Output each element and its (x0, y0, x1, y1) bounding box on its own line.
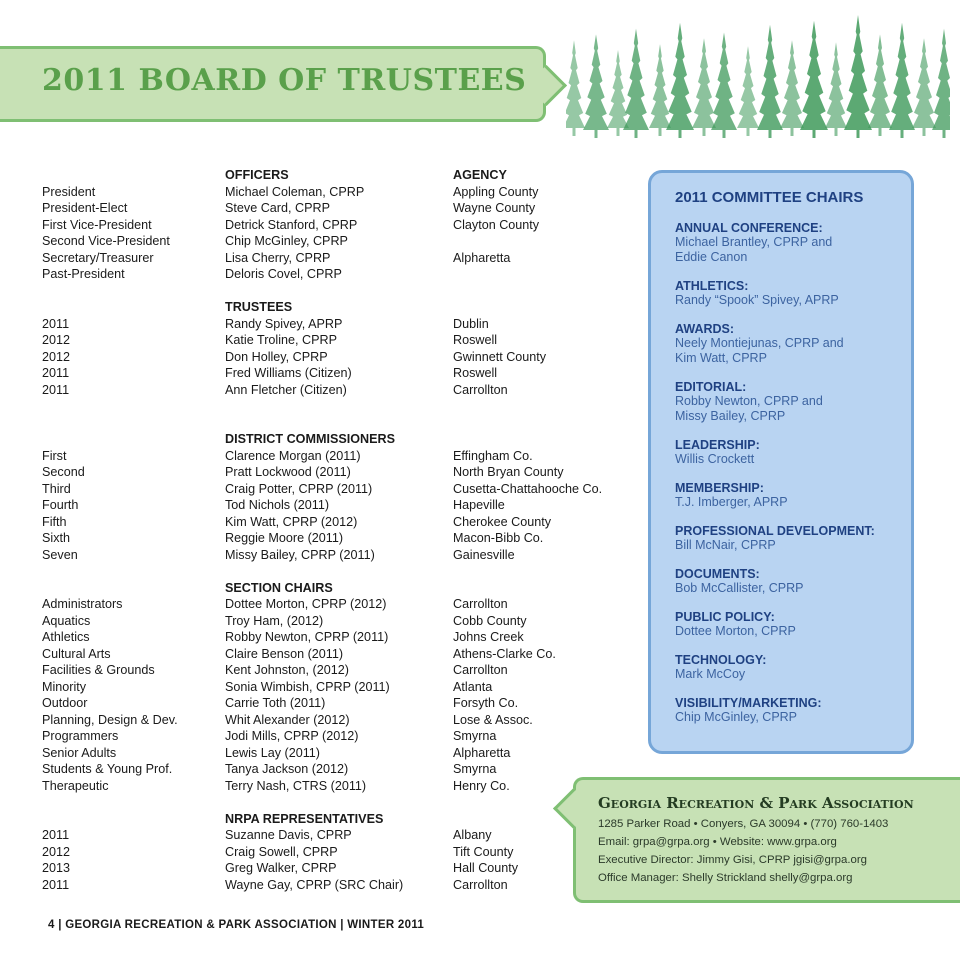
role-cell: Fourth (42, 498, 79, 512)
role-cell: President-Elect (42, 201, 128, 215)
committee-item (675, 279, 911, 308)
pine-tree (889, 20, 915, 130)
committee-item (675, 653, 911, 682)
tree-trunk (879, 128, 882, 136)
agency-cell: Alpharetta (453, 745, 511, 760)
name-cell: Katie Troline, CPRP (225, 333, 337, 347)
committee-chair-name: Michael Brantley, CPRP and (675, 235, 833, 249)
pine-tree (649, 42, 671, 128)
pine-tree (666, 20, 694, 130)
name-cell: Claire Benson (2011) (225, 646, 344, 661)
agency-cell: Carrollton (453, 663, 508, 677)
agency-header (453, 299, 633, 316)
tree-trunk (813, 130, 816, 138)
spacer (42, 794, 222, 811)
name-cell: Carrie Toth (2011) (225, 696, 326, 710)
association-address: 1285 Parker Road • Conyers, GA 30094 • (770) 760-1403 (598, 818, 889, 830)
agency-cell: Effingham Co. (453, 448, 533, 463)
name-cell: Lewis Lay (2011) (225, 745, 320, 760)
name-cell: Tod Nichols (2011) (225, 498, 330, 512)
agency-cell: Wayne County (453, 201, 536, 215)
committee-chair-name: Bob McCallister, CPRP (675, 581, 804, 595)
section-header: OFFICERS (225, 168, 289, 182)
name-cell: Missy Bailey, CPRP (2011) (225, 547, 375, 562)
name-cell: Michael Coleman, CPRP (225, 184, 365, 199)
agency-cell: Dublin (453, 316, 489, 331)
committee-chair-name: Kim Watt, CPRP (675, 351, 767, 365)
pine-tree (868, 32, 892, 128)
pine-trees-illustration (566, 10, 950, 140)
committee-heading: TECHNOLOGY: (675, 653, 767, 667)
role-cell: Seven (42, 547, 78, 562)
role-cell: Third (42, 481, 71, 496)
section-spacer (42, 811, 222, 828)
agency-header: AGENCY (453, 168, 507, 182)
role-cell: 2013 (42, 861, 71, 875)
pine-tree (711, 30, 737, 130)
tree-trunk (943, 130, 946, 138)
spacer (225, 415, 450, 432)
tree-trunk (617, 128, 620, 136)
role-cell: Cultural Arts (42, 646, 111, 661)
role-cell: Sixth (42, 531, 70, 545)
tree-trunk (723, 130, 726, 138)
committee-title: 2011 COMMITTEE CHAIRS (675, 189, 864, 206)
role-cell: Planning, Design & Dev. (42, 712, 178, 727)
committee-heading: ANNUAL CONFERENCE: (675, 221, 823, 235)
role-cell: Athletics (42, 630, 90, 644)
role-cell: 2012 (42, 844, 71, 859)
committee-item (675, 696, 911, 725)
committee-heading: LEADERSHIP: (675, 438, 760, 452)
title-banner (0, 46, 546, 122)
role-cell: 2011 (42, 316, 70, 331)
committee-item (675, 524, 911, 553)
pine-tree (692, 36, 716, 128)
agency-cell: Alpharetta (453, 250, 511, 265)
tree-trunk (901, 130, 904, 138)
section-header: DISTRICT COMMISSIONERS (225, 432, 396, 446)
agency-cell: Tift County (453, 844, 514, 859)
committee-heading: DOCUMENTS: (675, 567, 760, 581)
name-cell: Clarence Morgan (2011) (225, 448, 361, 463)
agency-cell: Hall County (453, 861, 519, 875)
agency-header (453, 580, 633, 597)
role-cell: Second Vice-President (42, 234, 170, 248)
name-cell: Craig Sowell, CPRP (225, 844, 338, 859)
agency-cell: Forsyth Co. (453, 696, 519, 710)
pine-tree (912, 36, 936, 128)
pine-tree (566, 38, 585, 128)
role-cell: Students & Young Prof. (42, 762, 173, 776)
committee-item (675, 610, 911, 639)
spacer (225, 398, 450, 415)
name-cell: Lisa Cherry, CPRP (225, 250, 331, 265)
agency-cell: Roswell (453, 366, 498, 380)
committee-heading: PUBLIC POLICY: (675, 610, 775, 624)
spacer (453, 283, 633, 300)
name-cell: Randy Spivey, APRP (225, 316, 343, 331)
agency-cell: Clayton County (453, 217, 540, 232)
role-cell: 2011 (42, 877, 70, 892)
committee-heading: PROFESSIONAL DEVELOPMENT: (675, 524, 875, 538)
role-cell: Senior Adults (42, 745, 117, 760)
banner-notch (526, 65, 567, 106)
tree-trunk (769, 130, 772, 138)
tree-trunk (703, 128, 706, 136)
agency-cell: Johns Creek (453, 630, 524, 644)
pine-tree (583, 32, 609, 130)
association-name: Georgia Recreation & Park Association (598, 794, 914, 812)
association-manager: Office Manager: Shelly Strickland shelly@grpa.org (598, 872, 853, 884)
role-column (42, 167, 222, 893)
pine-tree (757, 22, 783, 130)
name-cell: Greg Walker, CPRP (225, 861, 337, 875)
spacer (225, 283, 450, 300)
name-cell: Sonia Wimbish, CPRP (2011) (225, 679, 390, 694)
role-cell: First Vice-President (42, 217, 152, 232)
agency-cell: Cobb County (453, 613, 527, 628)
committee-chair-name: Willis Crockett (675, 452, 755, 466)
section-spacer (42, 299, 222, 316)
role-cell: Minority (42, 679, 87, 694)
name-cell: Kent Johnston, (2012) (225, 663, 349, 677)
agency-cell: Atlanta (453, 679, 493, 694)
spacer (225, 794, 450, 811)
section-header: TRUSTEES (225, 300, 293, 314)
committee-chairs-box (648, 170, 914, 754)
committee-heading: AWARDS: (675, 322, 735, 336)
agency-header (453, 431, 633, 448)
role-cell: Past-President (42, 267, 125, 281)
agency-cell (453, 233, 633, 250)
name-cell: Steve Card, CPRP (225, 201, 330, 215)
spacer (42, 563, 222, 580)
name-cell: Fred Williams (Citizen) (225, 366, 352, 380)
section-header: NRPA REPRESENTATIVES (225, 811, 384, 826)
name-cell: Whit Alexander (2012) (225, 712, 350, 727)
name-cell: Ann Fletcher (Citizen) (225, 382, 347, 397)
pine-tree (780, 38, 804, 128)
name-cell: Chip McGinley, CPRP (225, 234, 348, 248)
role-cell: Therapeutic (42, 778, 109, 793)
name-cell: Kim Watt, CPRP (2012) (225, 514, 358, 529)
committee-chair-name: T.J. Imberger, APRP (675, 495, 788, 509)
committee-heading: ATHLETICS: (675, 279, 749, 293)
name-cell: Don Holley, CPRP (225, 349, 328, 364)
role-cell: Facilities & Grounds (42, 663, 155, 677)
committee-item (675, 221, 911, 265)
agency-cell (453, 266, 633, 283)
tree-trunk (659, 128, 662, 136)
association-contact: Email: grpa@grpa.org • Website: www.grpa.org (598, 836, 837, 848)
role-cell: 2011 (42, 366, 70, 380)
role-cell: 2012 (42, 349, 71, 364)
name-cell: Reggie Moore (2011) (225, 531, 344, 545)
name-cell: Jodi Mills, CPRP (2012) (225, 729, 359, 743)
name-column (225, 167, 450, 893)
committee-chair-name: Neely Montiejunas, CPRP and (675, 336, 844, 350)
name-cell: Terry Nash, CTRS (2011) (225, 778, 367, 793)
tree-trunk (835, 128, 838, 136)
spacer (42, 398, 222, 415)
tree-trunk (573, 128, 576, 136)
pine-tree (737, 44, 759, 128)
role-cell: 2012 (42, 333, 71, 347)
page-footer: 4 | GEORGIA RECREATION & PARK ASSOCIATION | WINTER 2011 (48, 919, 425, 931)
committee-heading: EDITORIAL: (675, 380, 747, 394)
committee-item (675, 380, 911, 424)
agency-cell: Carrollton (453, 382, 508, 397)
name-cell: Tanya Jackson (2012) (225, 762, 349, 776)
agency-cell: Athens-Clarke Co. (453, 646, 556, 661)
role-cell: Programmers (42, 729, 119, 743)
tree-trunk (635, 130, 638, 138)
agency-cell: Carrollton (453, 597, 508, 611)
section-header: SECTION CHAIRS (225, 580, 333, 595)
role-cell: Secretary/Treasurer (42, 250, 154, 265)
spacer (453, 563, 633, 580)
role-cell: First (42, 448, 67, 463)
pine-tree (844, 12, 872, 130)
agency-cell: Henry Co. (453, 778, 510, 793)
committee-chair-name: Randy “Spook” Spivey, APRP (675, 293, 839, 307)
committee-heading: VISIBILITY/MARKETING: (675, 696, 822, 710)
name-cell: Craig Potter, CPRP (2011) (225, 481, 373, 496)
name-cell: Pratt Lockwood (2011) (225, 465, 351, 479)
committee-chair-name: Chip McGinley, CPRP (675, 710, 798, 724)
spacer (453, 415, 633, 432)
agency-cell: Cherokee County (453, 514, 552, 529)
agency-cell: Smyrna (453, 729, 497, 743)
association-director: Executive Director: Jimmy Gisi, CPRP jgisi@grpa.org (598, 854, 867, 866)
page-title: 2011 BOARD OF TRUSTEES (42, 63, 527, 98)
agency-cell: Carrollton (453, 877, 508, 892)
committee-chair-name: Eddie Canon (675, 250, 748, 264)
committee-chair-name: Robby Newton, CPRP and (675, 394, 823, 408)
name-cell: Suzanne Davis, CPRP (225, 828, 352, 842)
name-cell: Robby Newton, CPRP (2011) (225, 630, 389, 644)
agency-cell: Smyrna (453, 762, 497, 776)
section-spacer (42, 431, 222, 448)
agency-cell: Appling County (453, 184, 539, 199)
name-cell: Troy Ham, (2012) (225, 613, 324, 628)
committee-item (675, 438, 911, 467)
role-cell: Second (42, 465, 85, 479)
spacer (42, 415, 222, 432)
committee-chair-name: Dottee Morton, CPRP (675, 624, 796, 638)
pine-tree (607, 48, 629, 128)
agency-cell: Hapeville (453, 498, 505, 512)
tree-trunk (747, 128, 750, 136)
pine-tree (800, 18, 828, 130)
name-cell: Dottee Morton, CPRP (2012) (225, 597, 387, 611)
spacer (225, 563, 450, 580)
committee-chair-name: Missy Bailey, CPRP (675, 409, 786, 423)
association-box (573, 777, 960, 903)
committee-list (675, 221, 911, 725)
role-cell: 2011 (42, 382, 70, 397)
agency-cell: Macon-Bibb Co. (453, 531, 544, 545)
role-cell: President (42, 184, 96, 199)
section-spacer (42, 167, 222, 184)
tree-trunk (679, 130, 682, 138)
role-cell: Outdoor (42, 696, 88, 710)
agency-cell: Lose & Assoc. (453, 712, 533, 727)
committee-item (675, 322, 911, 366)
tree-trunk (923, 128, 926, 136)
section-spacer (42, 580, 222, 597)
agency-cell: Albany (453, 828, 492, 842)
committee-chair-name: Bill McNair, CPRP (675, 538, 776, 552)
name-cell: Wayne Gay, CPRP (SRC Chair) (225, 877, 404, 892)
tree-trunk (791, 128, 794, 136)
role-cell: Administrators (42, 597, 123, 611)
committee-heading: MEMBERSHIP: (675, 481, 764, 495)
role-cell: Fifth (42, 514, 67, 529)
agency-cell: Gainesville (453, 547, 515, 562)
name-cell: Deloris Covel, CPRP (225, 267, 342, 281)
role-cell: 2011 (42, 828, 70, 842)
agency-cell: Roswell (453, 333, 498, 347)
agency-cell: North Bryan County (453, 465, 564, 479)
role-cell: Aquatics (42, 613, 91, 628)
committee-item (675, 481, 911, 510)
spacer (453, 398, 633, 415)
tree-trunk (857, 130, 860, 138)
pine-tree (825, 40, 847, 128)
pine-tree (932, 26, 950, 130)
spacer (42, 283, 222, 300)
tree-trunk (595, 130, 598, 138)
agency-cell: Gwinnett County (453, 349, 547, 364)
agency-cell: Cusetta-Chattahooche Co. (453, 481, 603, 496)
name-cell: Detrick Stanford, CPRP (225, 217, 358, 232)
committee-chair-name: Mark McCoy (675, 667, 746, 681)
committee-item (675, 567, 911, 596)
